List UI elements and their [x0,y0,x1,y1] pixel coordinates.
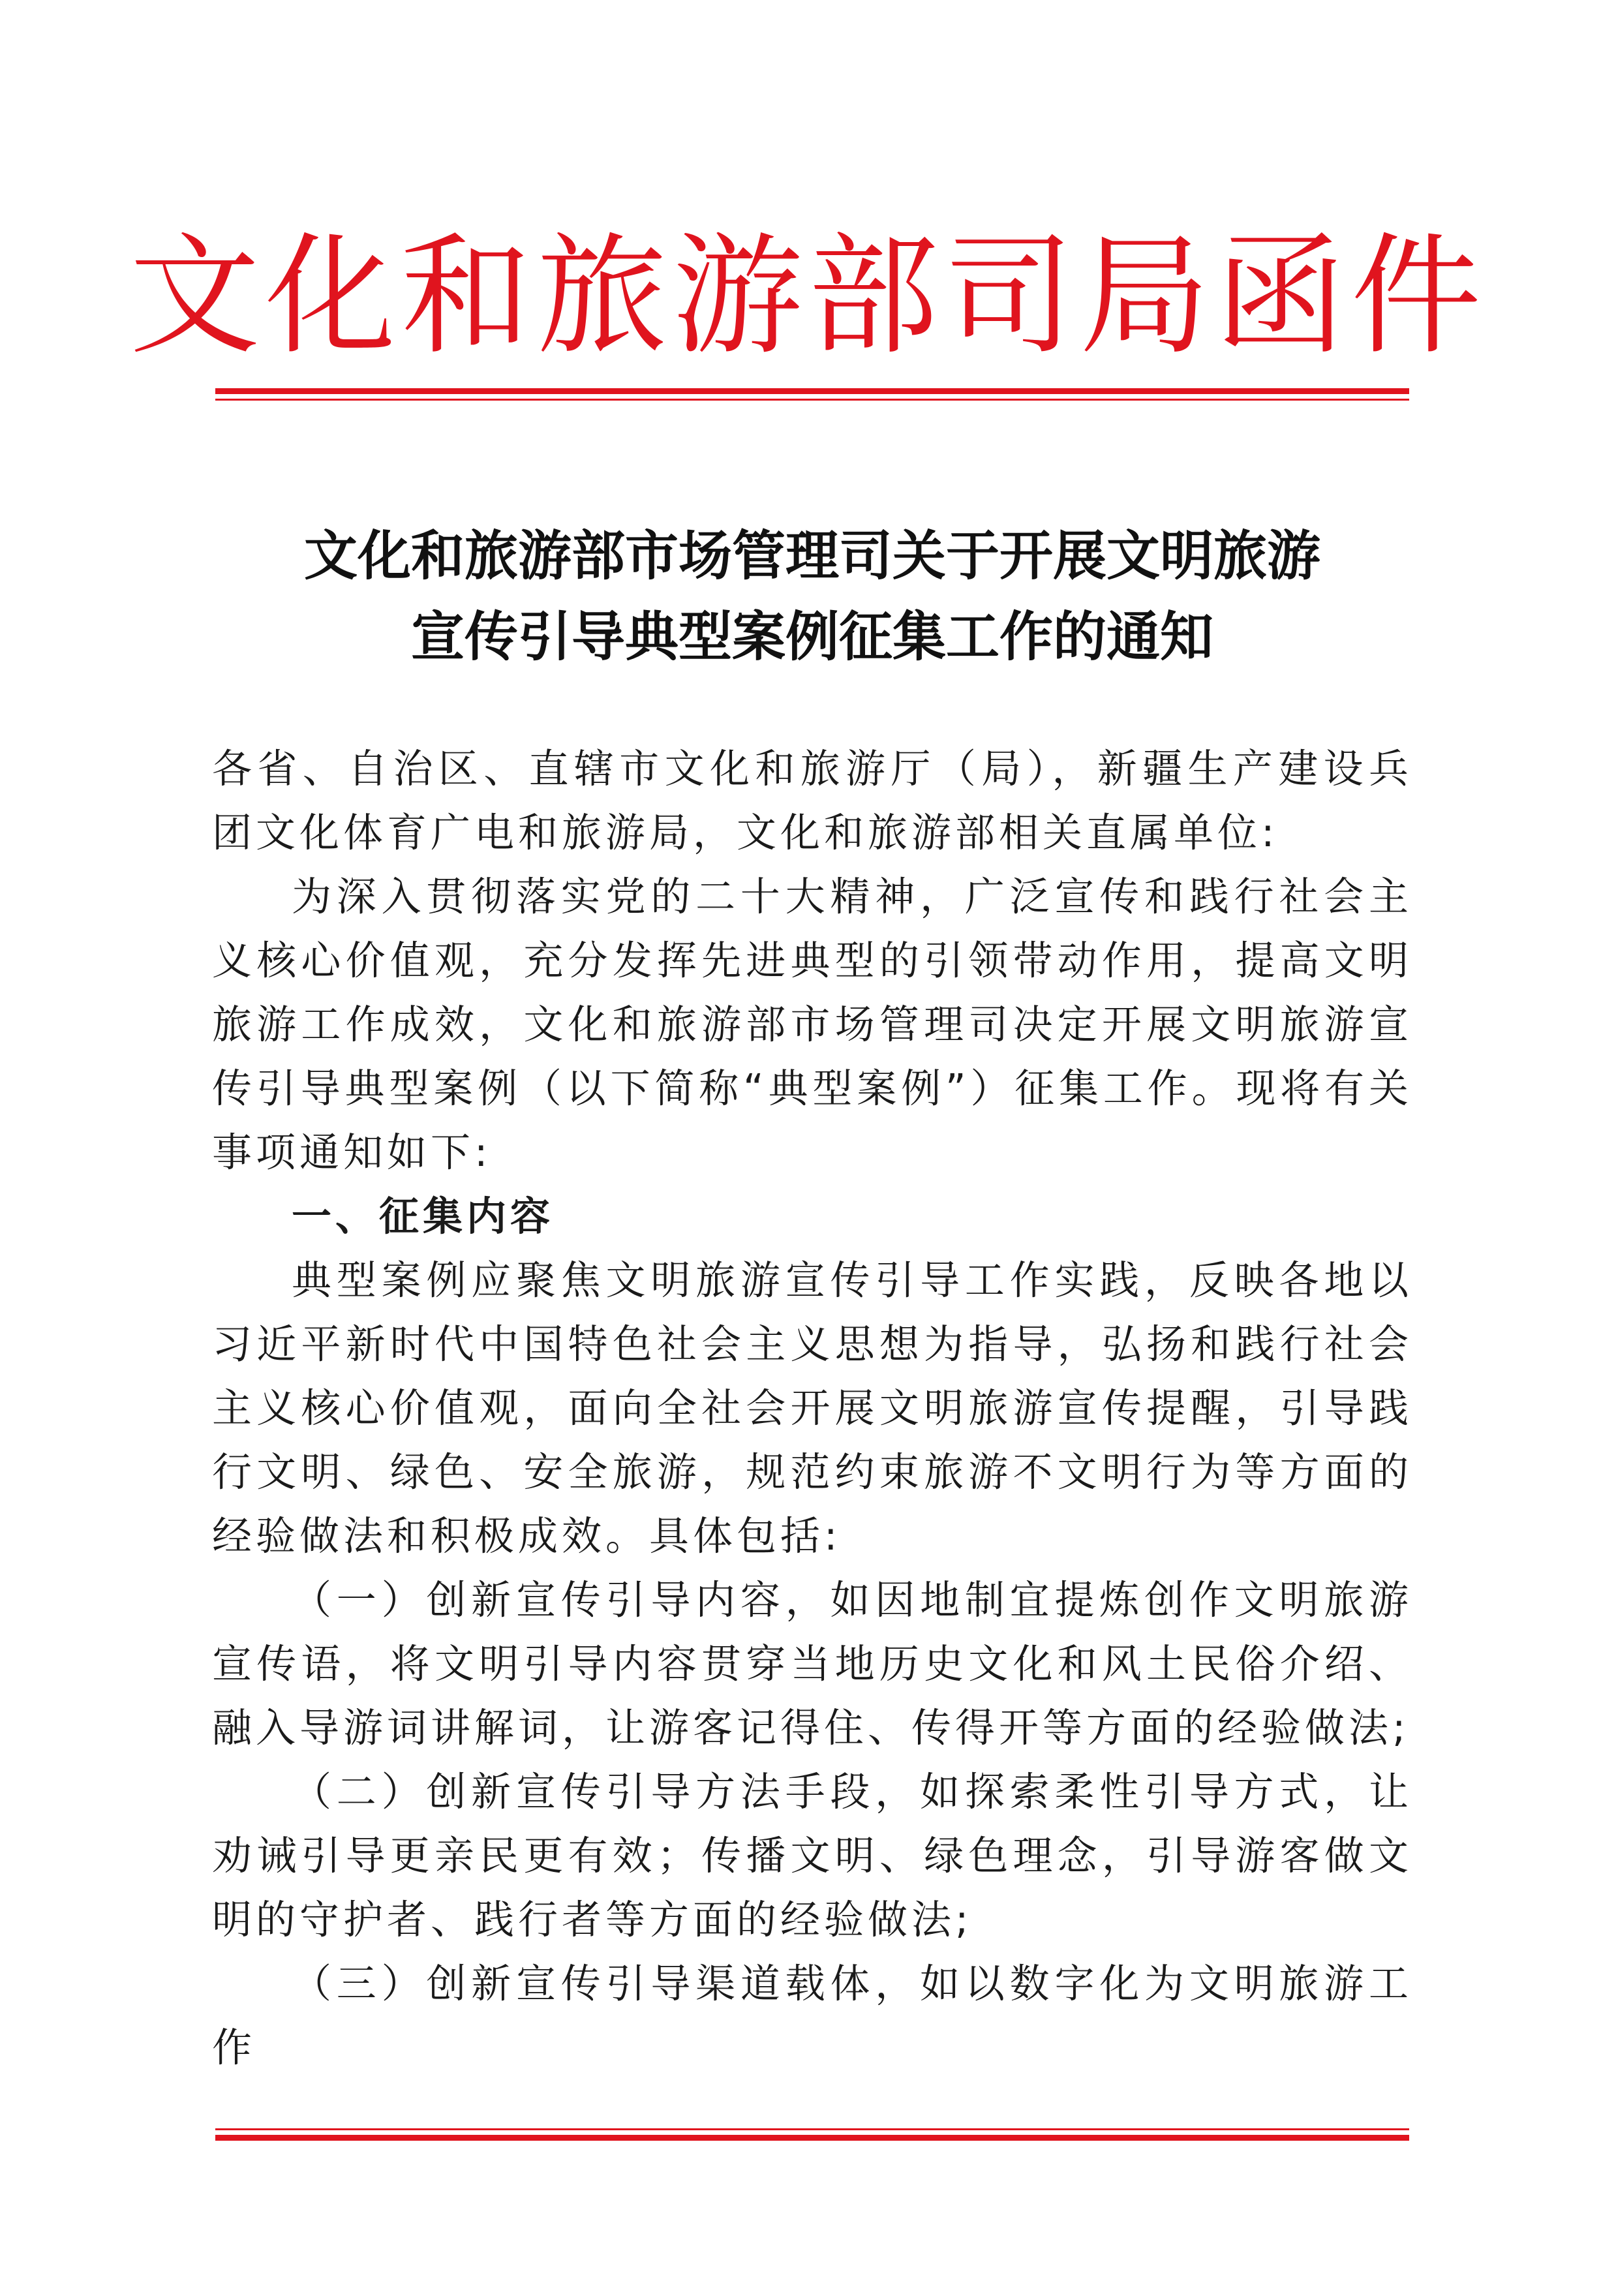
document-body [212,737,1412,2080]
document-title [215,515,1409,677]
list-item: （一）创新宣传引导内容，如因地制宜提炼创作文明旅游宣传语，将文明引导内容贯穿当地历史文化和风土民俗介绍、融入导游词讲解词，让游客记得住、传得开等方面的经验做法; [212,1577,1412,1751]
title-line-1: 文化和旅游部市场管理司关于开展文明旅游 [303,525,1320,587]
section-heading: 一、征集内容 [292,1193,555,1240]
list-item: （三）创新宣传引导渠道载体，如以数字化为文明旅游工作 [212,1961,1412,2071]
addressee: 各省、自治区、直辖市文化和旅游厅（局），新疆生产建设兵团文化体育广电和旅游局，文化和旅游部相关直属单位: [212,746,1412,856]
bottom-red-rule [215,2128,1409,2141]
top-red-rule [215,388,1409,401]
intro-paragraph: 为深入贯彻落实党的二十大精神，广泛宣传和践行社会主义核心价值观，充分发挥先进典型的引领带动作用，提高文明旅游工作成效，文化和旅游部市场管理司决定开展文明旅游宣传引导典型案例（以下简称“典型案例”）征集工作。现将有关事项通知如下: [212,874,1412,1176]
masthead: 文化和旅游部司局函件 [129,221,1487,373]
list-item: （二）创新宣传引导方法手段，如探索柔性引导方式，让劝诫引导更亲民更有效；传播文明、绿色理念，引导游客做文明的守护者、践行者等方面的经验做法; [212,1769,1412,1943]
section-summary: 典型案例应聚焦文明旅游宣传引导工作实践，反映各地以习近平新时代中国特色社会主义思想为指导，弘扬和践行社会主义核心价值观，面向全社会开展文明旅游宣传提醒，引导践行文明、绿色、安全旅游，规范约束旅游不文明行为等方面的经验做法和积极成效。具体包括: [212,1257,1412,1559]
title-line-2: 宣传引导典型案例征集工作的通知 [410,605,1213,668]
